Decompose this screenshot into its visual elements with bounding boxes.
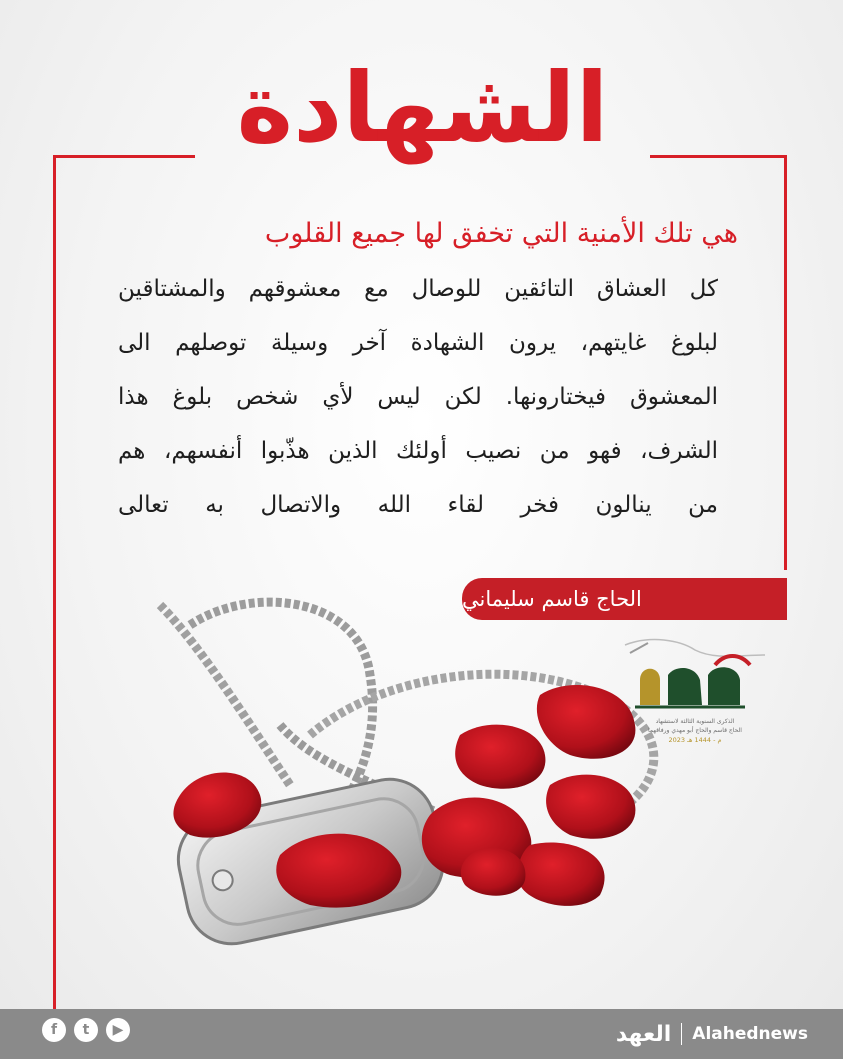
quote-line: الشرف، فهو من نصيب أولئك الذين هذّبوا أنفسهم، هم bbox=[118, 438, 718, 464]
quote-text bbox=[118, 262, 718, 532]
dog-tag-illustration bbox=[130, 585, 690, 1005]
chain bbox=[160, 605, 290, 785]
brand-logo[interactable] bbox=[616, 1014, 808, 1054]
facebook-icon[interactable]: f bbox=[42, 1018, 66, 1042]
youtube-icon[interactable]: ▶ bbox=[106, 1018, 130, 1042]
page-title: الشهادة bbox=[236, 52, 609, 164]
frame-right-line bbox=[784, 155, 787, 570]
frame-top-left-line bbox=[53, 155, 195, 158]
quote-line: من ينالون فخر لقاء الله والاتصال به تعالى bbox=[118, 492, 718, 518]
social-links bbox=[42, 1018, 130, 1042]
logo-caption-2: الحاج قاسم والحاج أبو مهدي ورفاقهما bbox=[648, 727, 742, 734]
subtitle: هي تلك الأمنية التي تخفق لها جميع القلوب bbox=[264, 218, 738, 249]
author-name: الحاج قاسم سليماني bbox=[462, 587, 642, 611]
brand-separator bbox=[681, 1023, 682, 1045]
quote-line: كل العشاق التائقين للوصال مع معشوقهم والمشتاقين bbox=[118, 276, 718, 302]
logo-year: 2023 م - 1444 هـ bbox=[668, 736, 722, 744]
quote-line: لبلوغ غايتهم، يرون الشهادة آخر وسيلة توصلهم الى bbox=[118, 330, 718, 356]
twitter-icon[interactable]: t bbox=[74, 1018, 98, 1042]
frame-top-right-line bbox=[650, 155, 787, 158]
brand-latin: Alahednews bbox=[692, 1024, 808, 1044]
frame-left-line bbox=[53, 155, 56, 1009]
quote-line: المعشوق فيختارونها. لكن ليس لأي شخص بلوغ هذا bbox=[118, 384, 718, 410]
logo-caption-1: الذكرى السنوية الثالثة لاستشهاد bbox=[655, 718, 735, 725]
brand-arabic: العهد bbox=[615, 1021, 672, 1047]
anniversary-logo bbox=[620, 635, 770, 755]
